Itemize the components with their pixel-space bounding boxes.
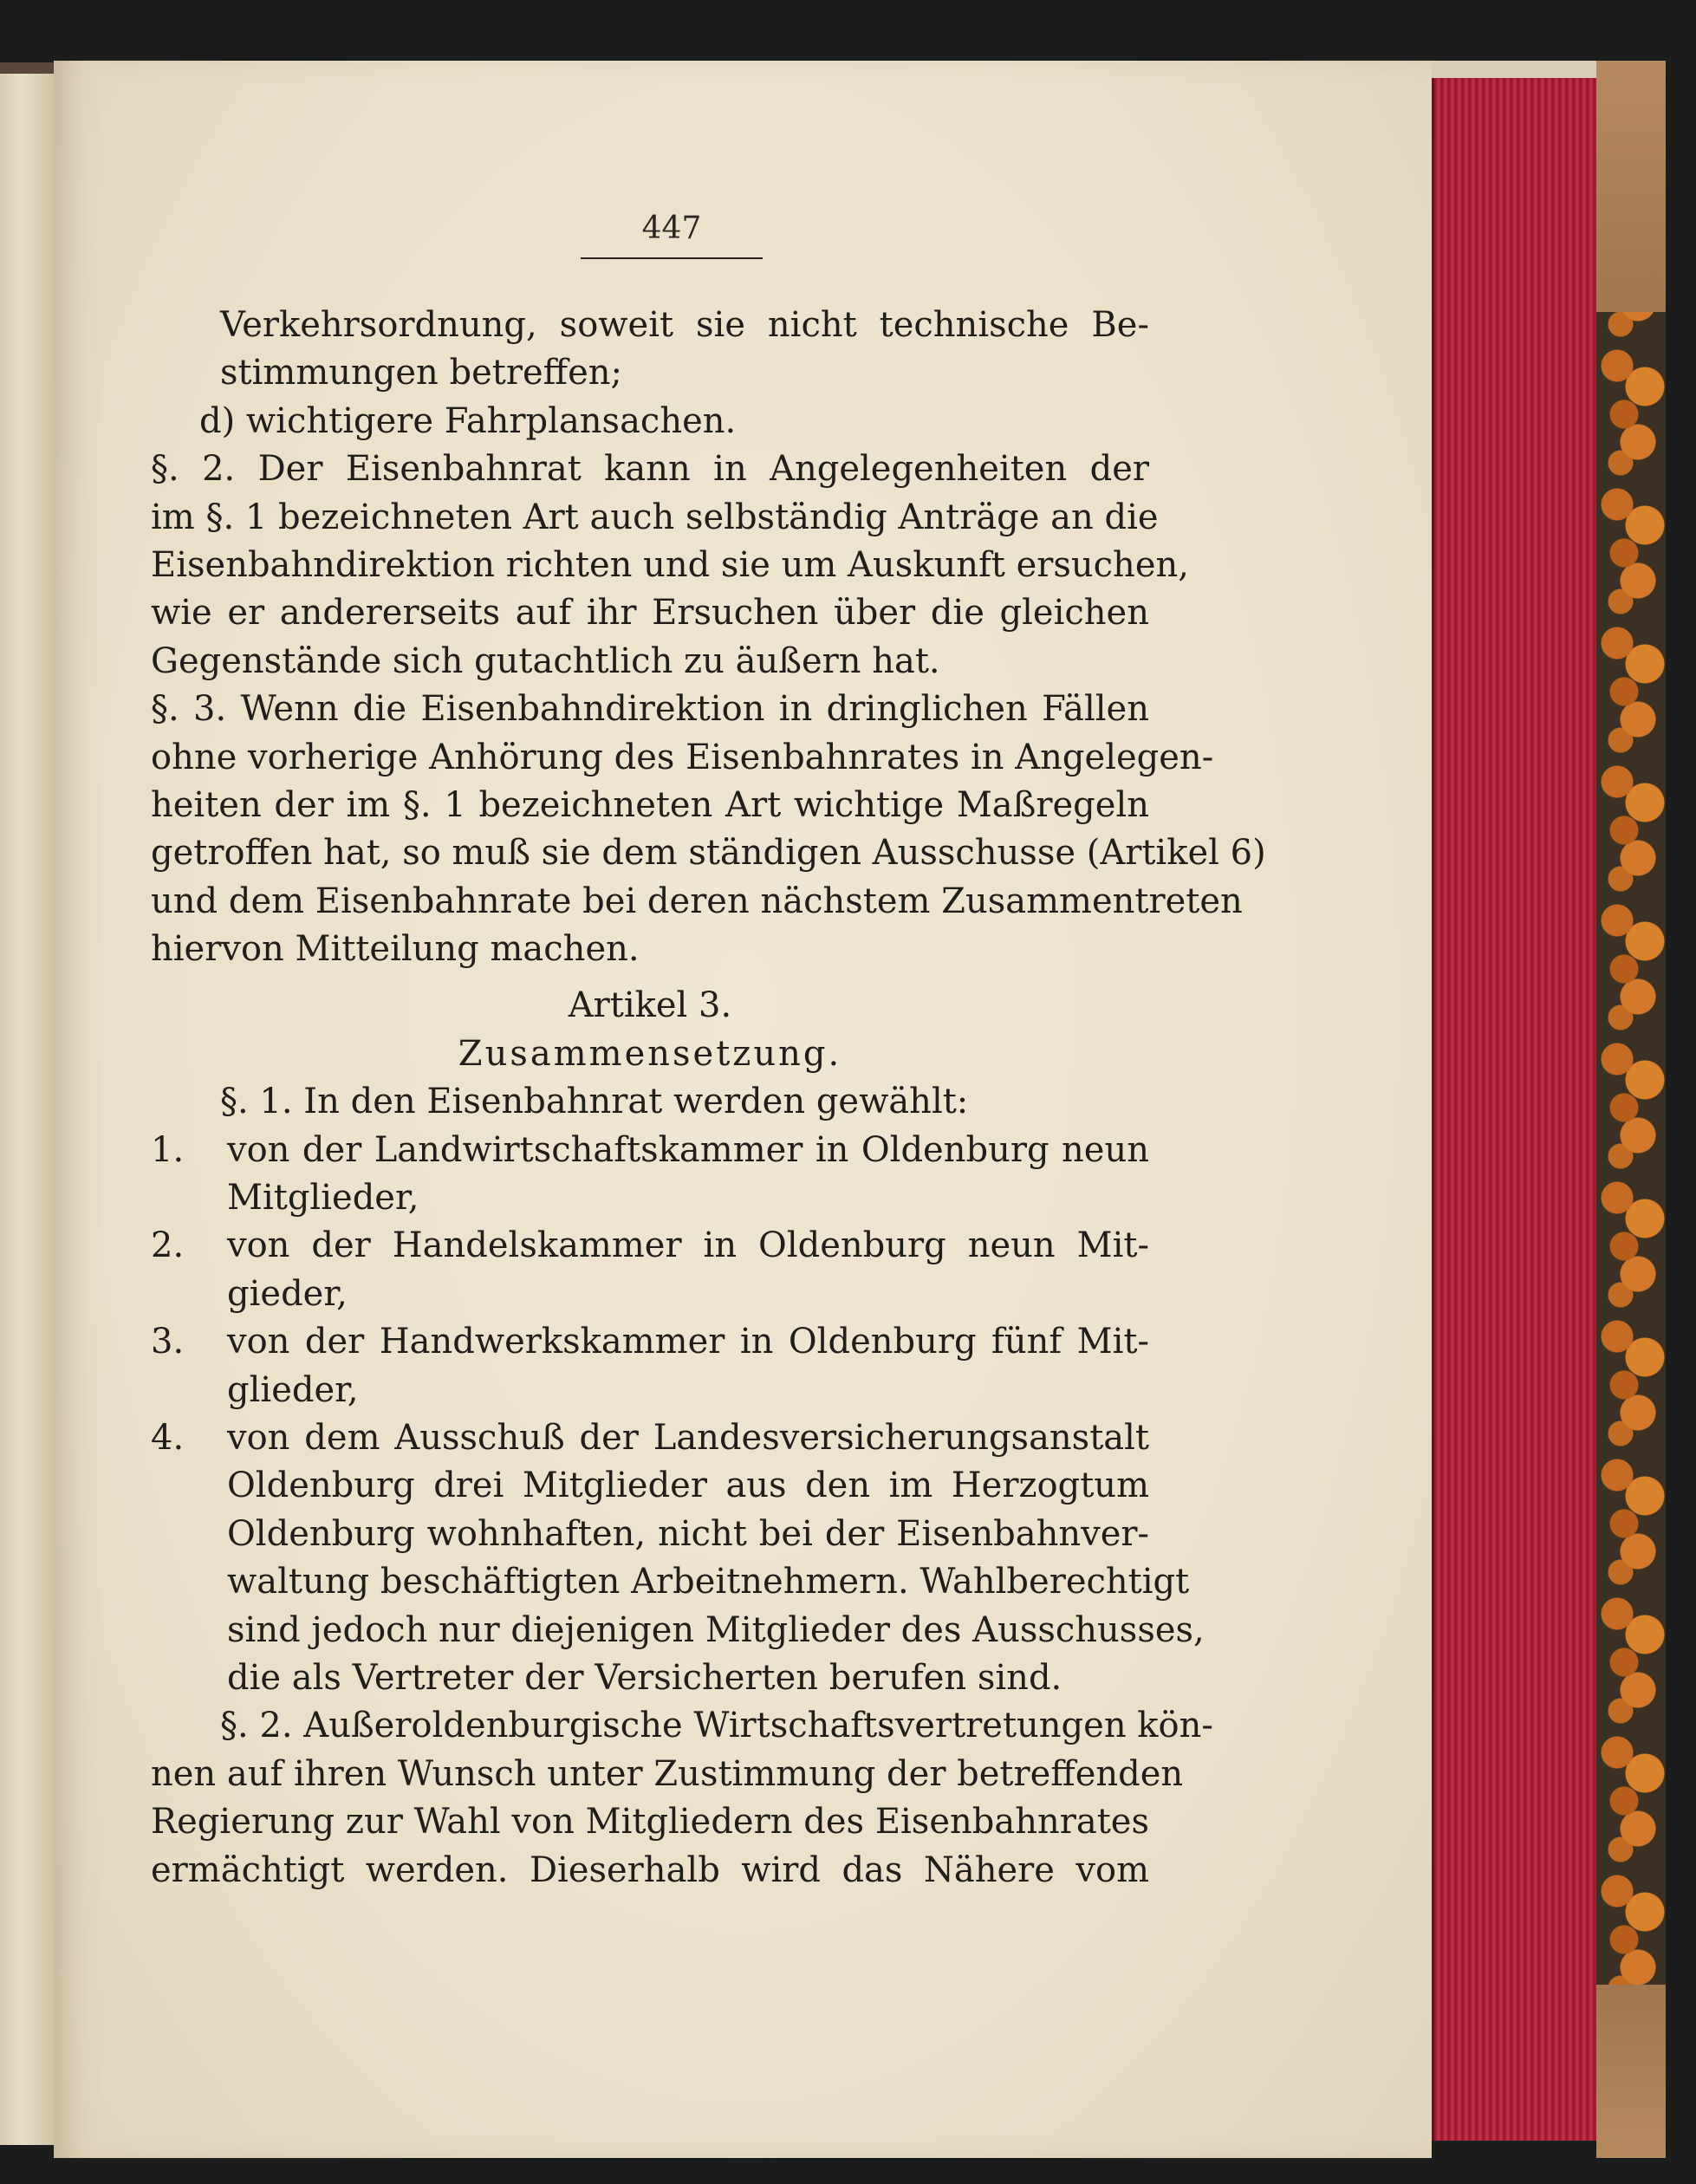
list-number: 4. (151, 1417, 185, 1458)
page-number: 447 (641, 211, 702, 246)
list-item (151, 1222, 1149, 1270)
page-text (151, 302, 1266, 1895)
leather-corner-bottom (1596, 1985, 1666, 2158)
text-line: Oldenburg drei Mitglieder aus den im Herzogtum (227, 1466, 1149, 1506)
text-line: Verkehrsordnung, soweit sie nicht technische Be- (220, 305, 1149, 345)
list-number: 2. (151, 1225, 185, 1266)
red-page-edges (1432, 65, 1599, 2141)
list-text: von dem Ausschuß der Landesversicherungsanstalt (227, 1417, 1149, 1458)
text-line: waltung beschäftigten Arbeitnehmern. Wahlberechtigt (227, 1562, 1190, 1602)
text-line: Regierung zur Wahl von Mitgliedern des Eisenbahnrates (151, 1802, 1149, 1843)
text-line: ohne vorherige Anhörung des Eisenbahnrates in Angelegen- (151, 737, 1214, 777)
text-line: gieder, (227, 1273, 348, 1314)
text-line: §. 2. Außeroldenburgische Wirtschaftsvertretungen kön- (220, 1706, 1213, 1746)
text-line: wie er andererseits auf ihr Ersuchen über die gleichen (151, 593, 1149, 634)
list-item (151, 1414, 1149, 1462)
list-text: von der Handwerkskammer in Oldenburg fünf Mit- (227, 1322, 1149, 1362)
article-subheading: Zusammensetzung. (458, 1033, 842, 1074)
text-line: und dem Eisenbahnrate bei deren nächstem Zusammentreten (151, 881, 1243, 921)
text-line: hiervon Mitteilung machen. (151, 929, 640, 970)
article-heading: Artikel 3. (568, 985, 732, 1026)
leather-corner-top (1596, 61, 1666, 312)
list-item (151, 1318, 1149, 1366)
text-line: im §. 1 bezeichneten Art auch selbständig Anträge an die (151, 497, 1159, 537)
previous-page-edge (0, 74, 55, 2145)
text-line: d) wichtigere Fahrplansachen. (199, 400, 737, 441)
list-number: 3. (151, 1322, 185, 1362)
header-rule (581, 257, 763, 259)
marbled-cover (1596, 61, 1666, 2158)
list-item (151, 1127, 1149, 1174)
text-line: Eisenbahndirektion richten und sie um Auskunft ersuchen, (151, 544, 1189, 585)
text-line: §. 2. Der Eisenbahnrat kann in Angelegenheiten der (151, 449, 1149, 490)
list-text: von der Landwirtschaftskammer in Oldenburg neun (227, 1129, 1149, 1170)
text-line: stimmungen betreffen; (220, 353, 623, 393)
text-line: Oldenburg wohnhaften, nicht bei der Eisenbahnver- (227, 1513, 1149, 1554)
page-block-top (1432, 61, 1601, 78)
text-line: sind jedoch nur diejenigen Mitglieder des Ausschusses, (227, 1609, 1205, 1650)
text-line: nen auf ihren Wunsch unter Zustimmung der betreffenden (151, 1753, 1184, 1794)
text-line: ermächtigt werden. Dieserhalb wird das Nähere vom (151, 1849, 1149, 1890)
list-number: 1. (151, 1129, 185, 1170)
text-line: die als Vertreter der Versicherten berufen sind. (227, 1657, 1062, 1698)
text-line: getroffen hat, so muß sie dem ständigen Ausschusse (Artikel 6) (151, 833, 1266, 874)
text-line: §. 1. In den Eisenbahnrat werden gewählt: (220, 1082, 969, 1122)
text-line: heiten der im §. 1 bezeichneten Art wichtige Maßregeln (151, 784, 1149, 825)
text-line: Gegenstände sich gutachtlich zu äußern hat. (151, 640, 940, 681)
list-text: von der Handelskammer in Oldenburg neun Mit- (227, 1225, 1149, 1266)
text-line: glieder, (227, 1369, 359, 1410)
text-line: §. 3. Wenn die Eisenbahndirektion in dringlichen Fällen (151, 689, 1149, 730)
text-line: Mitglieder, (227, 1178, 419, 1219)
